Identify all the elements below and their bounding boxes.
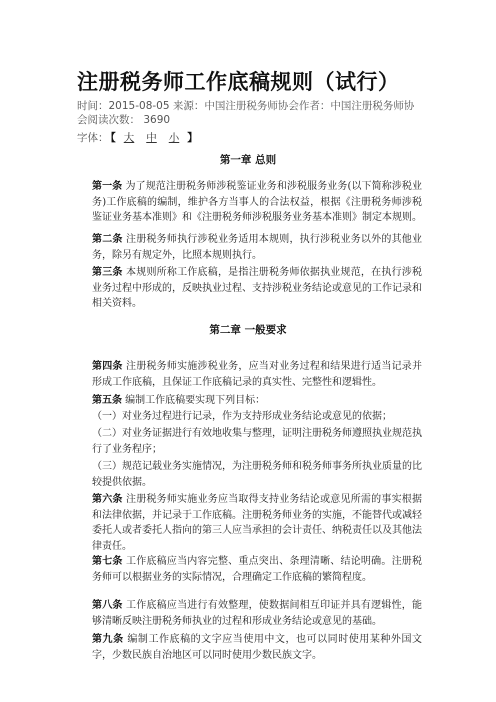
article-number: 第八条 [92,600,123,611]
article-number: 第三条 [92,267,123,278]
article-number: 第九条 [92,634,124,645]
article-7 [92,554,422,585]
page-title: 注册税务师工作底稿规则（试行） [77,70,400,94]
article-number: 第七条 [92,556,123,567]
article-number: 第五条 [92,395,122,406]
font-large-link[interactable]: 大 [123,132,135,144]
font-size-label: 字体： [77,132,109,144]
article-5-item-3: （三）规范记载业务实施情况，为注册税务师和税务师事务所执业质量的比较提供依据。 [92,461,422,488]
article-number: 第一条 [92,181,123,192]
article-number: 第六条 [92,494,123,505]
font-small-link[interactable]: 小 [168,132,180,144]
article-text: 注册税务师执行涉税业务适用本规则，执行涉税业务以外的其他业务，除另有规定外，比照本规则执行。 [92,234,422,261]
article-2 [92,232,422,263]
article-4 [92,359,422,390]
article-5-item-1: （一）对业务过程进行记录，作为支持形成业务结论或意见的依据； [92,411,392,422]
article-number: 第四条 [92,361,123,372]
article-text: 为了规范注册税务师涉税鉴证业务和涉税服务业务(以下简称涉税业务)工作底稿的编制，维护各方当事人的合法权益，根据《注册税务师涉税鉴证业务基本准则》和《注册税务师涉税服务业务基本准则》制定本规则。 [92,181,422,223]
font-size-selector [77,130,200,145]
article-text: 工作底稿应当进行有效整理，使数据间相互印证并具有逻辑性，能够清晰反映注册税务师执业的过程和形成业务结论或意见的基础。 [92,600,422,627]
bracket-close: 】 [187,132,198,144]
article-number: 第二条 [92,234,123,245]
article-text: 注册税务师实施涉税业务，应当对业务过程和结果进行适当记录并形成工作底稿，且保证工作底稿记录的真实性、完整性和逻辑性。 [92,361,422,388]
bracket-open: 【 [110,132,116,144]
chapter-heading-1: 第一章 总则 [219,154,277,166]
article-8 [92,598,422,629]
article-text: 编制工作底稿要实现下列目标： [122,395,266,406]
article-3 [92,265,422,312]
article-5 [92,393,422,409]
article-1 [92,179,422,226]
font-medium-link[interactable]: 中 [146,132,157,144]
article-text: 注册税务师实施业务应当取得支持业务结论或意见所需的事实根据和法律依据，并记录于工作底稿。注册税务师业务的实施，不能替代或减轻委托人或者委托人指向的第三人应当承担的会计责任、纳税责任以及其他法律责任。 [92,494,422,552]
article-text: 工作底稿应当内容完整、重点突出、条理清晰、结论明确。注册税务师可以根据业务的实际情况，合理确定工作底稿的繁简程度。 [92,556,422,583]
chapter-heading-2: 第二章 一般要求 [209,324,287,336]
article-meta: 时间：2015-08-05 来源：中国注册税务师协会作者：中国注册税务师协会阅读次数： 3690 [77,100,415,126]
article-5-item-2: （二）对业务证据进行有效地收集与整理，证明注册税务师遵照执业规范执行了业务程序； [92,428,422,455]
article-text: 本规则所称工作底稿，是指注册税务师依据执业规范，在执行涉税业务过程中形成的，反映执业过程、支持涉税业务结论或意见的工作记录和相关资料。 [92,267,422,309]
article-9 [92,632,422,663]
article-6 [92,492,422,554]
article-text: 编制工作底稿的文字应当使用中文，也可以同时使用某种外国文字，少数民族自治地区可以同时使用少数民族文字。 [92,634,423,661]
